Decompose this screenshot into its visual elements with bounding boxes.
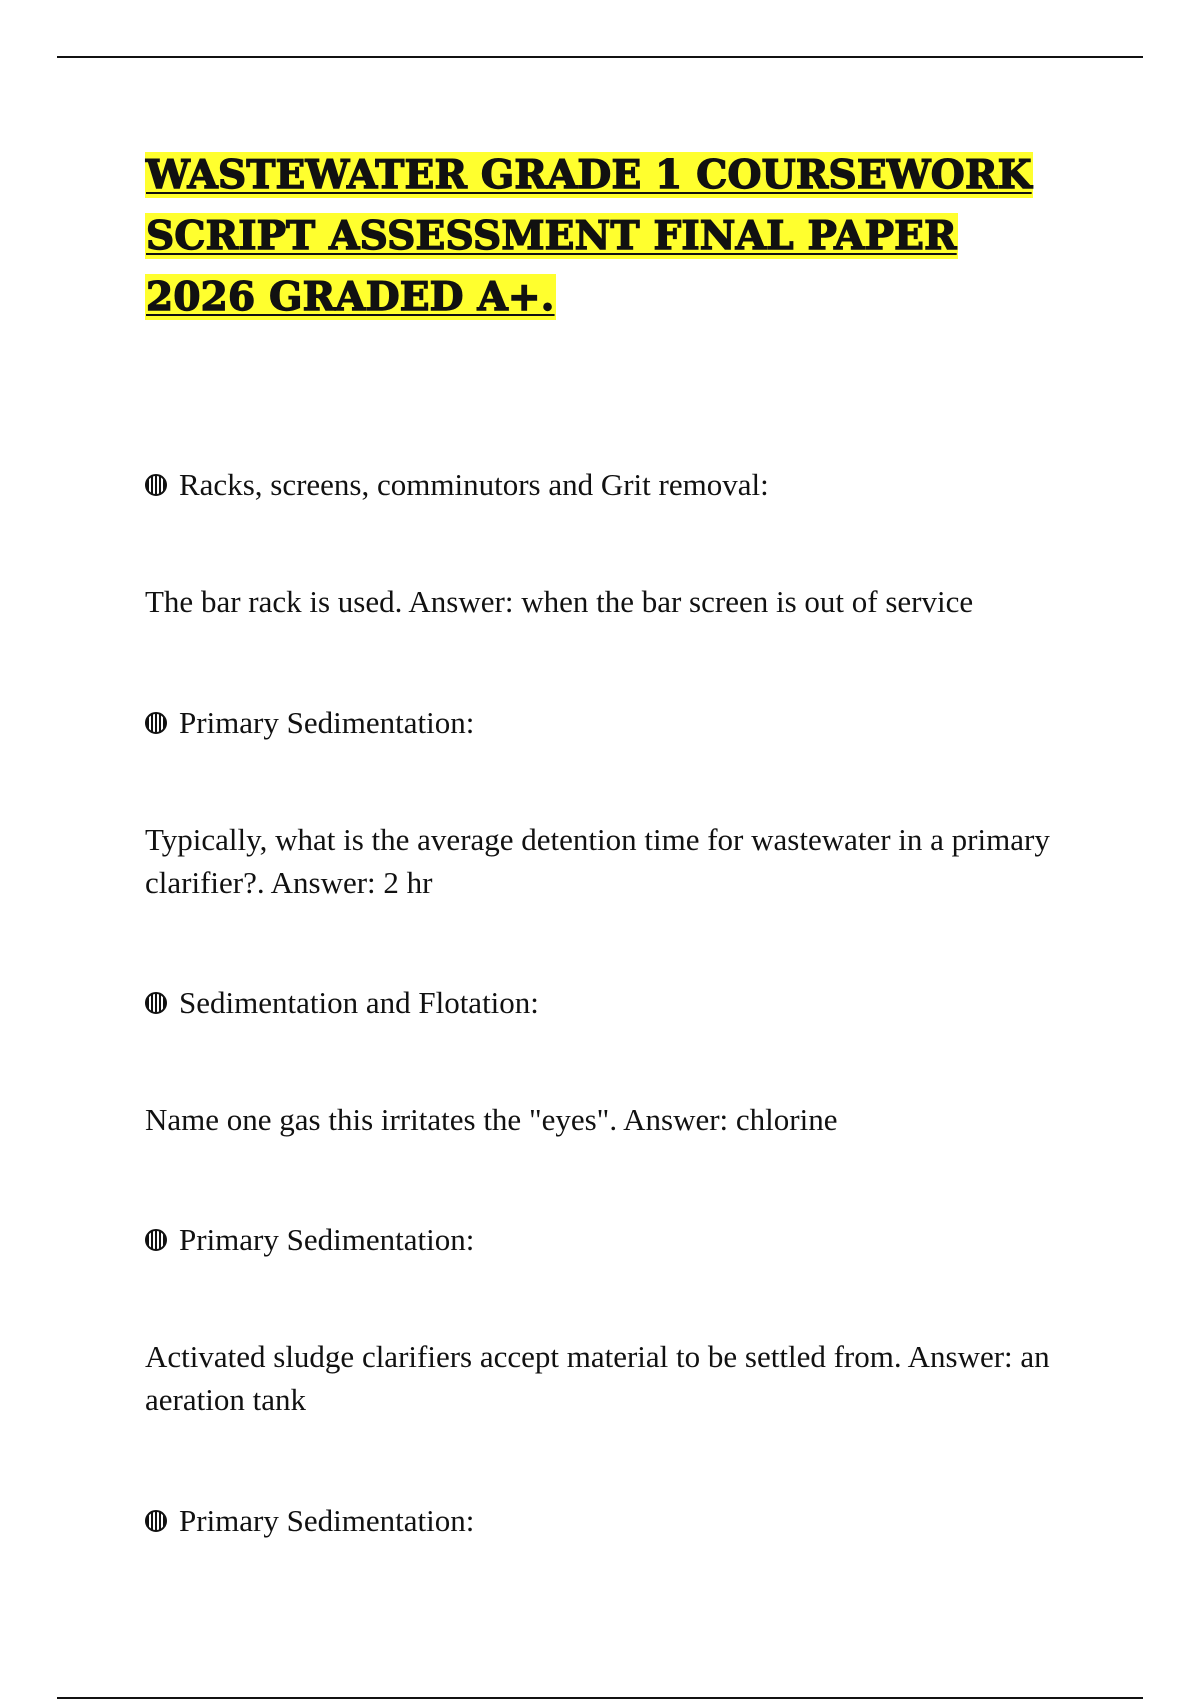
section-heading-1 [145,463,1065,506]
section-heading-2 [145,701,1065,744]
section-heading-text: Sedimentation and Flotation: [179,985,539,1020]
section-heading-text: Primary Sedimentation: [179,1503,475,1538]
bottom-divider [57,1697,1143,1699]
section-heading-3 [145,981,1065,1024]
circle-vertical-stripes-icon [145,712,167,734]
question-answer-3: Name one gas this irritates the "eyes". Answer: chlorine [145,1102,838,1137]
question-answer-4: Activated sludge clarifiers accept material to be settled from. Answer: an aeration tank [145,1339,1050,1417]
section-heading-text: Primary Sedimentation: [179,705,475,740]
document-title-text: WASTEWATER GRADE 1 COURSEWORK SCRIPT ASSESSMENT FINAL PAPER 2026 GRADED A+. [146,152,1032,320]
top-divider [57,56,1143,58]
circle-vertical-stripes-icon [145,474,167,496]
section-heading-4 [145,1218,1065,1261]
question-answer-1: The bar rack is used. Answer: when the bar screen is out of service [145,584,974,619]
section-heading-5 [145,1499,1065,1542]
circle-vertical-stripes-icon [145,1229,167,1251]
document-title [145,145,1075,328]
section-heading-text: Racks, screens, comminutors and Grit removal: [179,467,769,502]
section-heading-text: Primary Sedimentation: [179,1222,475,1257]
circle-vertical-stripes-icon [145,992,167,1014]
circle-vertical-stripes-icon [145,1510,167,1532]
question-answer-2: Typically, what is the average detention time for wastewater in a primary clarifier?. Answer: 2 hr [145,822,1050,900]
